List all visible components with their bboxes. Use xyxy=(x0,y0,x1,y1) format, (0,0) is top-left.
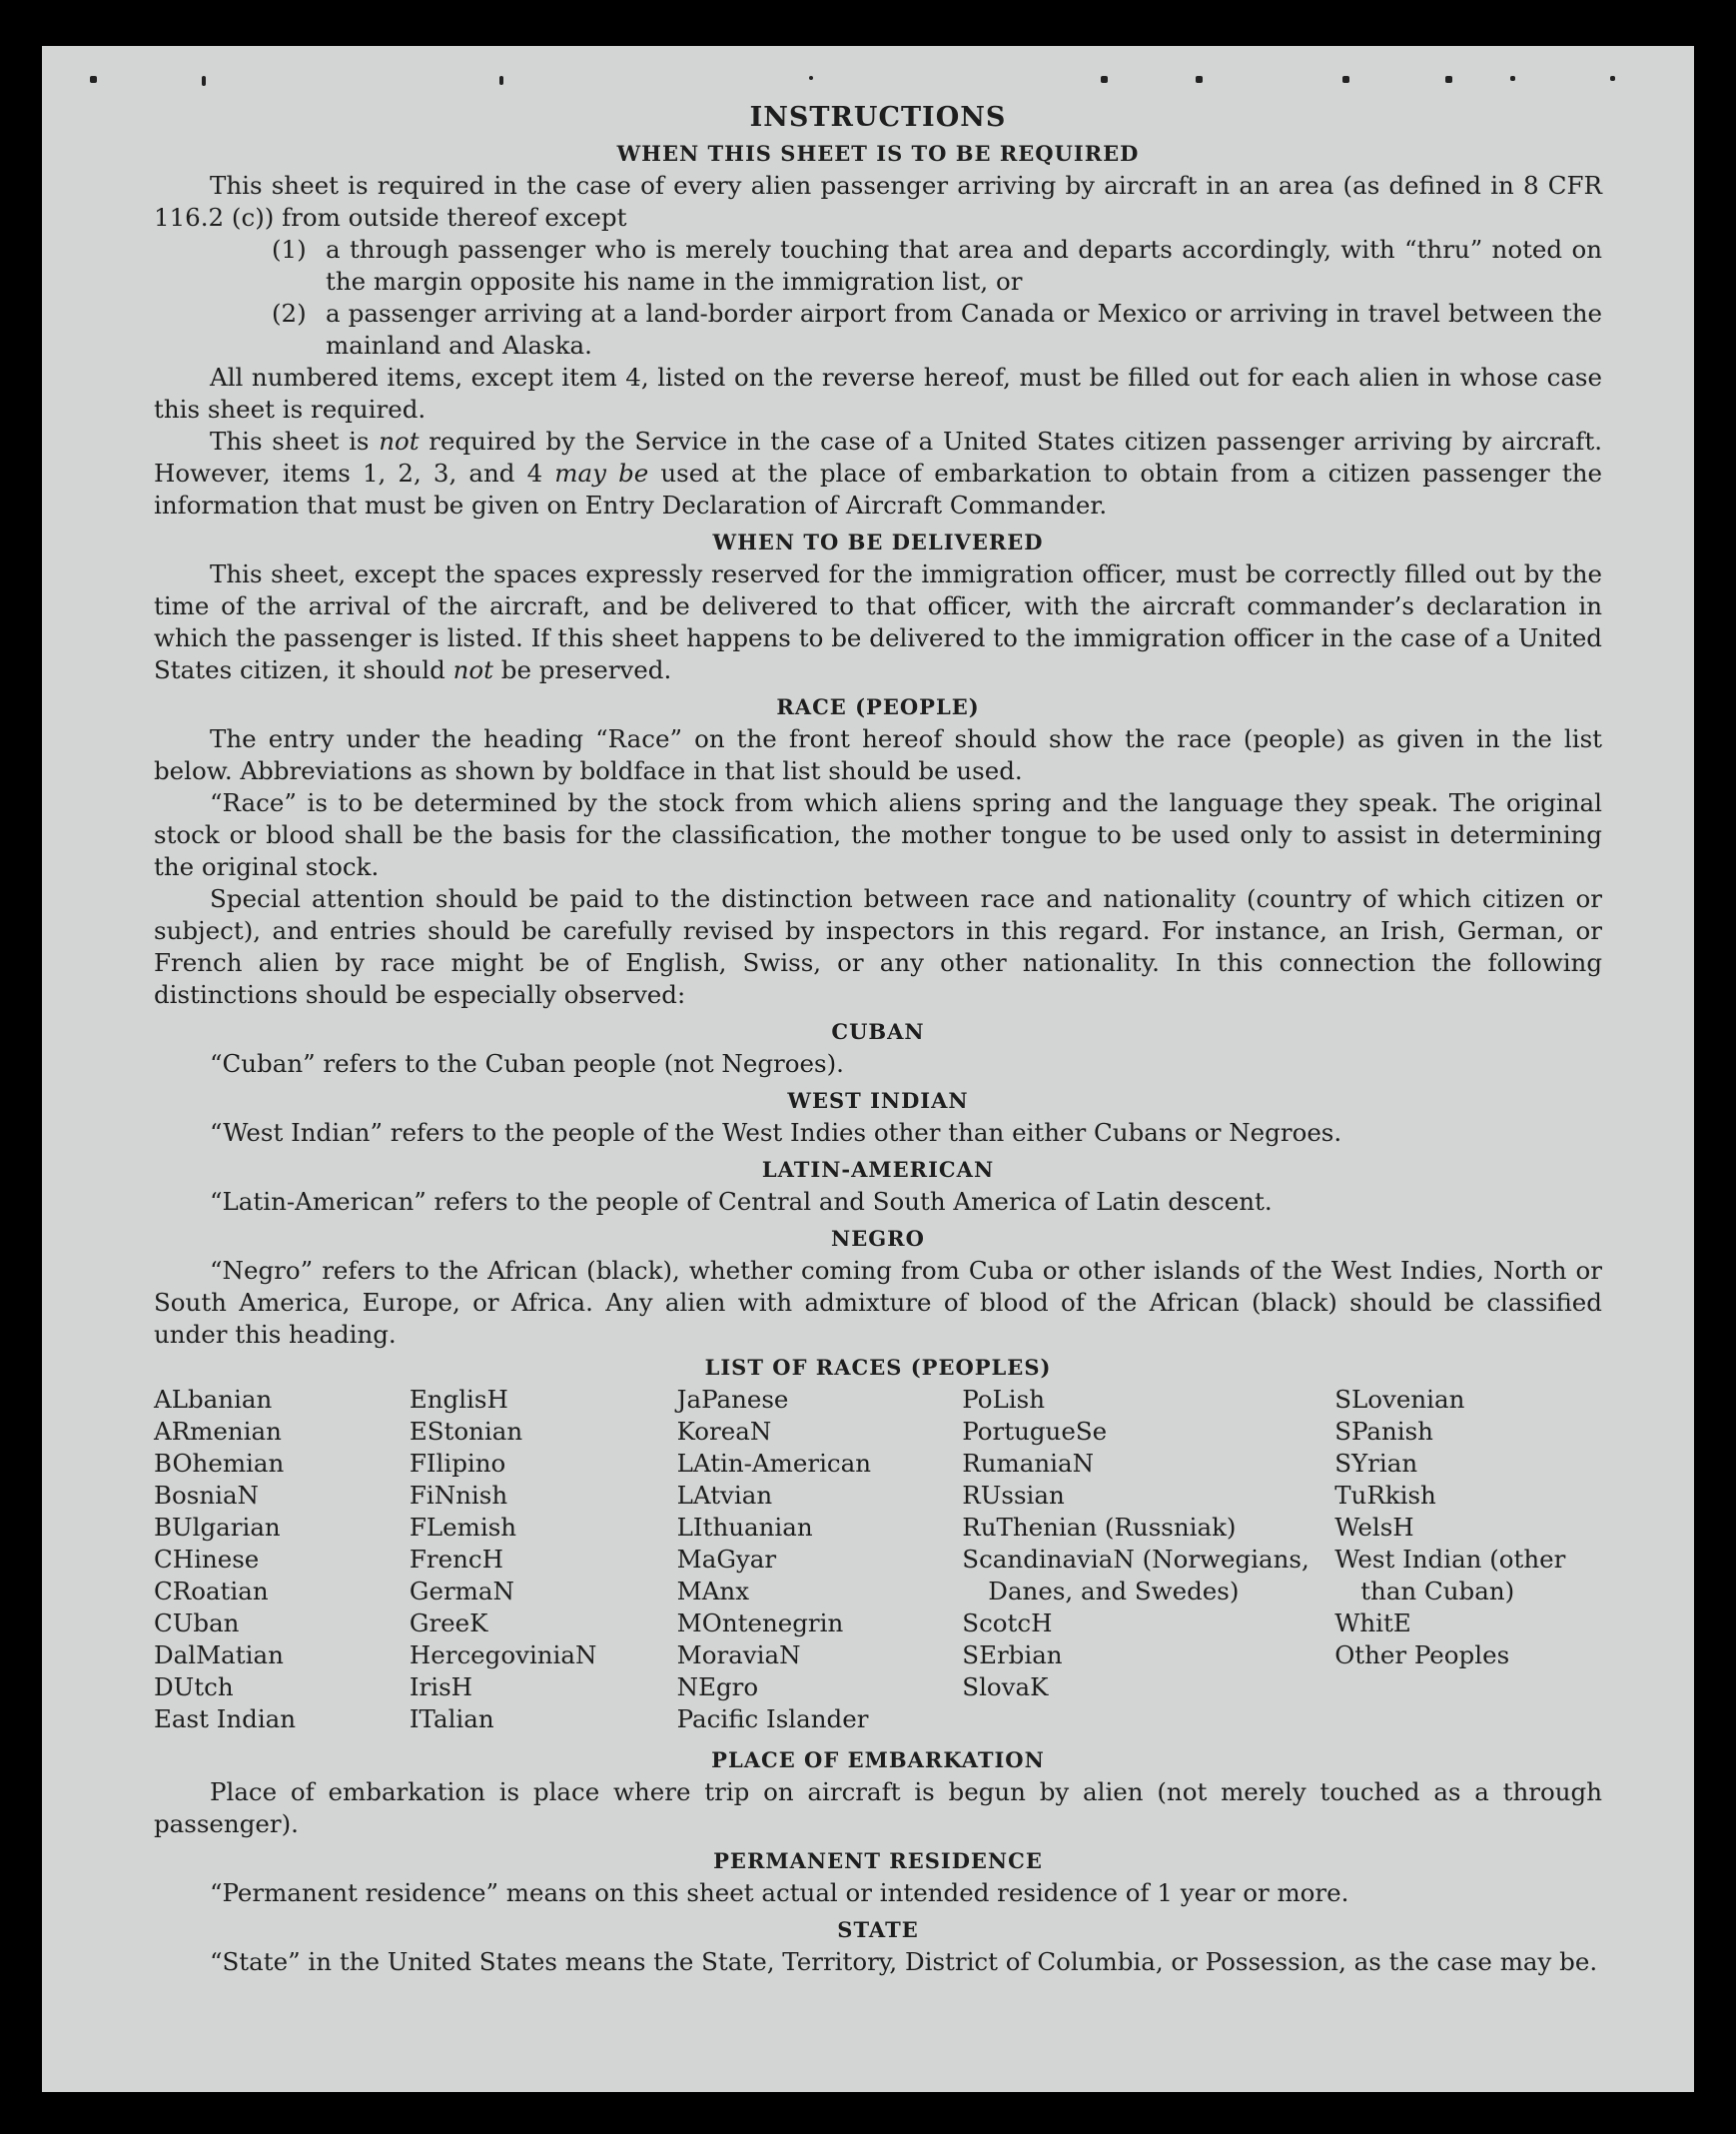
instruction-sheet xyxy=(42,46,1694,2092)
heading-place-of-embarkation: PLACE OF EMBARKATION xyxy=(711,1747,1045,1772)
race-column-2 xyxy=(410,1384,677,1735)
race-entry: BOhemian xyxy=(154,1449,285,1478)
race-paragraph-3: Special attention should be paid to the distinction between race and nationality (country of which citizen or subject), and entries should be carefully revised by inspectors in this regard. For instance, an Irish, German, or French alien by race might be of English, Swiss, or any other nationality. In this connection the following distinctions should be especially observed: xyxy=(154,884,1602,1009)
race-entry: JaPanese xyxy=(676,1385,789,1414)
race-column-5 xyxy=(1334,1384,1602,1735)
race-column-4 xyxy=(962,1384,1334,1735)
race-entry: HercegoviniaN xyxy=(409,1640,597,1669)
embarkation-paragraph: Place of embarkation is place where trip on aircraft is begun by alien (not merely touched as a through passenger). xyxy=(154,1777,1602,1838)
race-paragraph-1: The entry under the heading “Race” on the front hereof should show the race (people) as given in the list below. Abbreviations as shown by boldface in that list should be used. xyxy=(154,724,1602,785)
race-entry: FiNnish xyxy=(409,1481,508,1510)
race-entry: LIthuanian xyxy=(676,1513,813,1542)
latin-american-paragraph: “Latin-American” refers to the people of Central and South America of Latin descent. xyxy=(210,1187,1273,1216)
race-entry: CUban xyxy=(154,1608,240,1637)
race-entry: ALbanian xyxy=(154,1385,273,1414)
page-title: INSTRUCTIONS xyxy=(749,102,1007,133)
scan-specks xyxy=(42,76,1694,106)
race-list xyxy=(154,1384,1602,1735)
race-entry: SPanish xyxy=(1334,1417,1433,1446)
residence-paragraph: “Permanent residence” means on this sheet actual or intended residence of 1 year or more. xyxy=(210,1878,1349,1907)
race-entry: MaGyar xyxy=(676,1545,777,1574)
list-item: (1) a through passenger who is merely touching that area and departs accordingly, with “thru” noted on the margin opposite his name in the immigration list, or xyxy=(272,235,1602,296)
race-entry: SLovenian xyxy=(1334,1385,1465,1414)
race-entry: ARmenian xyxy=(154,1417,282,1446)
race-entry: SYrian xyxy=(1334,1449,1418,1478)
list-item: (2) a passenger arriving at a land-border airport from Canada or Mexico or arriving in travel between the mainland and Alaska. xyxy=(272,299,1602,360)
heading-when-delivered: WHEN TO BE DELIVERED xyxy=(712,530,1044,554)
required-paragraph: This sheet is required in the case of every alien passenger arriving by aircraft in an area (as defined in 8 CFR 116.2 (c)) from outside thereof except xyxy=(154,171,1602,232)
heading-state: STATE xyxy=(837,1917,919,1942)
race-entry: DalMatian xyxy=(154,1640,284,1669)
race-entry: ITalian xyxy=(409,1704,494,1733)
west-indian-paragraph: “West Indian” refers to the people of the West Indies other than either Cubans or Negroes. xyxy=(210,1118,1342,1147)
heading-when-required: WHEN THIS SHEET IS TO BE REQUIRED xyxy=(616,141,1140,166)
race-entry: PoLish xyxy=(962,1385,1045,1414)
race-entry: GermaN xyxy=(409,1577,514,1605)
heading-race: RACE (PEOPLE) xyxy=(776,694,980,719)
race-entry: KoreaN xyxy=(676,1417,772,1446)
race-entry: Pacific Islander xyxy=(676,1704,869,1733)
race-entry: RuThenian (Russniak) xyxy=(962,1513,1237,1542)
race-column-1 xyxy=(154,1384,410,1735)
race-entry: EnglisH xyxy=(409,1385,508,1414)
race-entry: WelsH xyxy=(1334,1513,1414,1542)
delivered-paragraph: This sheet, except the spaces expressly reserved for the immigration officer, must be correctly filled out by the time of the arrival of the aircraft, and be delivered to that officer, with the aircraft commander’s declaration in which the passenger is listed. If this sheet happens to be delivered to the immigration officer in the case of a United States citizen, it should not be preserved. xyxy=(154,559,1602,684)
race-entry: PortugueSe xyxy=(962,1417,1108,1446)
race-entry: East Indian xyxy=(154,1704,297,1733)
race-entry: BUlgarian xyxy=(154,1513,281,1542)
race-entry: Other Peoples xyxy=(1334,1640,1510,1669)
heading-latin-american: LATIN-AMERICAN xyxy=(761,1157,995,1182)
race-entry: RUssian xyxy=(962,1481,1065,1510)
race-entry: DUtch xyxy=(154,1672,234,1701)
numbered-items-paragraph: All numbered items, except item 4, listed on the reverse hereof, must be filled out for each alien in whose case this sheet is required. xyxy=(154,363,1602,424)
heading-cuban: CUBAN xyxy=(831,1019,925,1044)
cuban-paragraph: “Cuban” refers to the Cuban people (not Negroes). xyxy=(210,1049,844,1078)
heading-list-of-races: LIST OF RACES (PEOPLES) xyxy=(704,1355,1052,1380)
race-entry: RumaniaN xyxy=(962,1449,1095,1478)
race-entry: GreeK xyxy=(409,1608,488,1637)
race-entry: IrisH xyxy=(409,1672,473,1701)
race-entry: CHinese xyxy=(154,1545,260,1574)
race-entry: SErbian xyxy=(962,1640,1063,1669)
race-entry: MoraviaN xyxy=(676,1640,801,1669)
race-entry: SlovaK xyxy=(962,1672,1049,1701)
race-entry: TuRkish xyxy=(1334,1481,1436,1510)
state-paragraph: “State” in the United States means the State, Territory, District of Columbia, or Possession, as the case may be. xyxy=(210,1947,1598,1976)
race-entry: NEgro xyxy=(676,1672,759,1701)
race-entry: LAtin-American xyxy=(676,1449,872,1478)
race-entry: BosniaN xyxy=(154,1481,259,1510)
heading-west-indian: WEST INDIAN xyxy=(787,1088,969,1113)
race-paragraph-2: “Race” is to be determined by the stock from which aliens spring and the language they speak. The original stock or blood shall be the basis for the classification, the mother tongue to be used only to assist in determining the original stock. xyxy=(154,788,1602,881)
negro-paragraph: “Negro” refers to the African (black), whether coming from Cuba or other islands of the West Indies, North or South America, Europe, or Africa. Any alien with admixture of blood of the African (black) should be classified under this heading. xyxy=(154,1256,1602,1349)
race-entry: ScotcH xyxy=(962,1608,1053,1637)
race-entry: WhitE xyxy=(1334,1608,1411,1637)
race-entry: CRoatian xyxy=(154,1577,269,1605)
race-entry: FLemish xyxy=(409,1513,517,1542)
race-entry: FrencH xyxy=(409,1545,503,1574)
heading-negro: NEGRO xyxy=(831,1226,925,1251)
race-entry: MAnx xyxy=(676,1577,750,1605)
race-entry: LAtvian xyxy=(676,1481,773,1510)
race-entry: EStonian xyxy=(409,1417,523,1446)
race-entry: ScandinaviaN (Norwegians, Danes, and Swedes) xyxy=(962,1545,1309,1605)
race-entry: West Indian (other than Cuban) xyxy=(1334,1545,1566,1605)
heading-permanent-residence: PERMANENT RESIDENCE xyxy=(713,1848,1043,1873)
race-column-3 xyxy=(677,1384,963,1735)
race-entry: MOntenegrin xyxy=(676,1608,844,1637)
race-entry: FIlipino xyxy=(409,1449,506,1478)
citizen-paragraph: This sheet is not required by the Service in the case of a United States citizen passenger arriving by aircraft. However, items 1, 2, 3, and 4 may be used at the place of embarkation to obtain from a citizen passenger the information that must be given on Entry Declaration of Aircraft Commander. xyxy=(154,427,1602,520)
